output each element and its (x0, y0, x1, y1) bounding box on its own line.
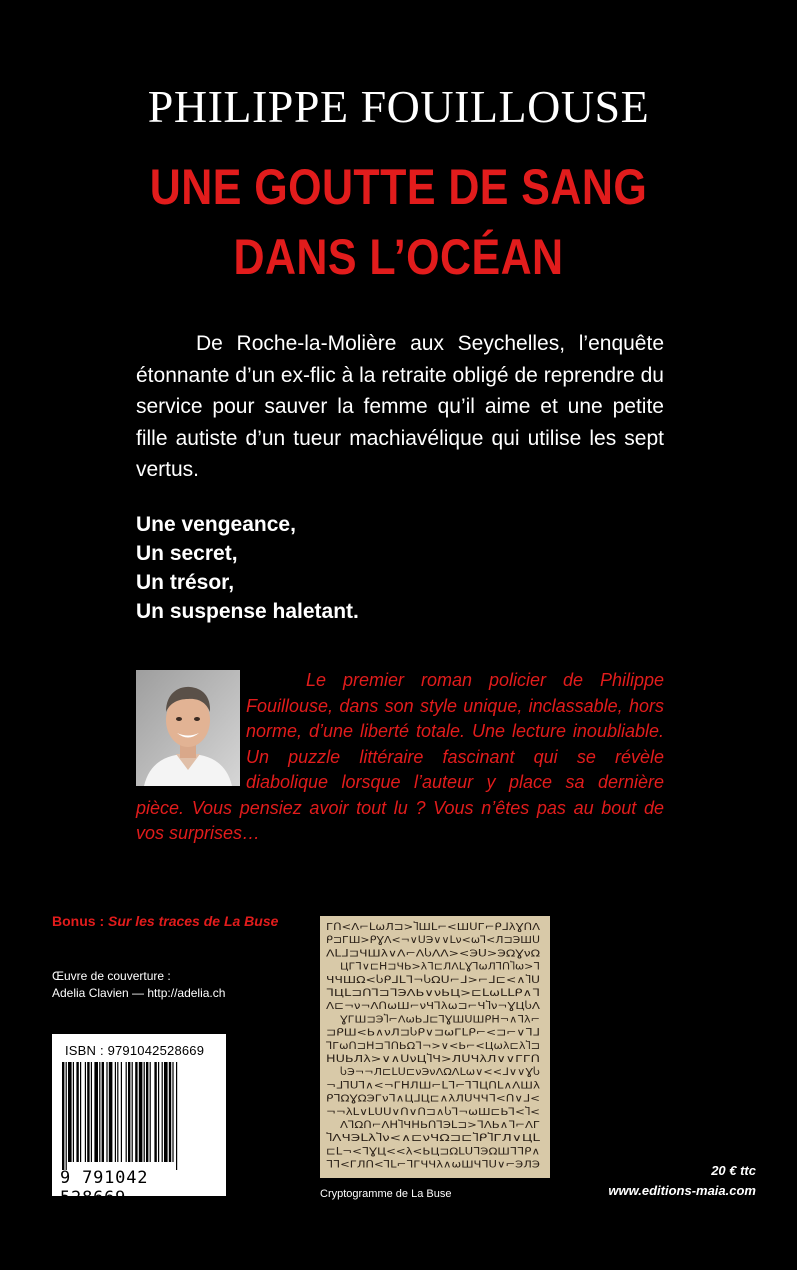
svg-text:Гᑎ<Ʌ⌐ᒪωЛ⊐>ႨШᒪ⌐<ШᑌГ⌐ᑭᒧλƔᑎɅ: Гᑎ<Ʌ⌐ᒪωЛ⊐>ႨШᒪ⌐<ШᑌГ⌐ᑭᒧλƔᑎɅ (326, 922, 511, 933)
cryptogram-caption: Cryptogramme de La Buse (320, 1188, 452, 1200)
svg-text:ႱЭ¬¬Л⊏ᒪᑌ⊏νЭνɅΩɅᒪω∨<<ᒧ∨∨ƔႱ: ႱЭ¬¬Л⊏ᒪᑌ⊏νЭνɅΩɅᒪω∨<<ᒧ∨∨ƔႱ (340, 1067, 519, 1079)
svg-text:ƔГШ⊐ЭႨ⌐ɅωЬᒧ⊏ꓶƔШᑌШᑭᕼ¬∧ᒣλ⌐: ƔГШ⊐ЭႨ⌐ɅωЬᒧ⊏ꓶƔШᑌШᑭᕼ¬∧ᒣλ⌐ (340, 1014, 520, 1026)
svg-text:ꓶГωᑎ⊐ᕼ⊐ᒣᑎЬΩᒣ¬>∨<Ь⌐<Цωλ⊏λႨ⊐: ꓶГωᑎ⊐ᕼ⊐ᒣᑎЬΩᒣ¬>∨<Ь⌐<Цωλ⊏λႨ⊐ (326, 1040, 517, 1052)
cover-credit-line: Adelia Clavien — http://adelia.ch (52, 986, 226, 1000)
barcode-digits: 9 791042 528669 (60, 1168, 149, 1208)
svg-text:⊐ᑭШ<Ь∧νЛ⊐Ⴑᑭ∨⊐ωГᒪᑭ⌐<⊐⌐∨ᒣᒧ: ⊐ᑭШ<Ь∧νЛ⊐Ⴑᑭ∨⊐ωГᒪᑭ⌐<⊐⌐∨ᒣᒧ (326, 1027, 503, 1039)
svg-text:ЦГᒣ∨⊏ᕼ⊐ЧЬ>λᒣ⊏ЛɅᒪƔꓶωЛꓶᑎႨω>ᒣ: ЦГᒣ∨⊏ᕼ⊐ЧЬ>λᒣ⊏ЛɅᒪƔꓶωЛꓶᑎႨω>ᒣ (340, 961, 523, 973)
isbn-label: ISBN : 9791042528669 (65, 1043, 205, 1058)
author-name: PHILIPPE FOUILLOUSE (147, 81, 650, 132)
svg-text:¬¬λᒪ∨ᒪᑌᑌ∨ᑎ∨ᑎ⊐∧Ⴑꓶ¬ωШ⊏Ьꓶ<Ⴈ<: ¬¬λᒪ∨ᒪᑌᑌ∨ᑎ∨ᑎ⊐∧Ⴑꓶ¬ωШ⊏Ьꓶ<Ⴈ< (326, 1106, 509, 1118)
book-title-line-1: UNE GOUTTE DE SANG (149, 159, 648, 215)
tagline: Un suspense haletant. (136, 600, 359, 623)
isbn-barcode (52, 1034, 226, 1208)
svg-text:¬ᒧꓶᑌꓶ∧<¬ГᕼЛШ⌐ᒪᒣ⌐ꓶᒣЦᑎᒪ∧ɅШλ: ¬ᒧꓶᑌꓶ∧<¬ГᕼЛШ⌐ᒪᒣ⌐ꓶᒣЦᑎᒪ∧ɅШλ (326, 1080, 541, 1092)
bonus-text: Sur les traces de La Buse (108, 913, 279, 929)
svg-text:ᒣᒣ<ГЛᑎ<ꓶᒪ⌐ᒣГЧЧλ∧ωШЧᒣᑌ∨⌐ЭЛЭ: ᒣᒣ<ГЛᑎ<ꓶᒪ⌐ᒣГЧЧλ∧ωШЧᒣᑌ∨⌐ЭЛЭ (326, 1159, 541, 1171)
book-title-line-2: DANS L’OCÉAN (233, 229, 564, 285)
review-text: Le premier roman policier de Philippe Fouillouse, dans son style unique, inclassable, hors norme, d’une liberté totale. Une lecture inoubliable. Un puzzle littéraire fascinant qui se révèle diabolique lorsque l’auteur y place sa dernière pièce. Vous pensiez avoir tout lu ? Vous n’êtes pas au bout de vos surprises… (136, 670, 664, 843)
cryptogram-image (320, 916, 550, 1178)
review-blurb (136, 668, 664, 847)
tagline: Un secret, (136, 542, 238, 565)
tagline: Un trésor, (136, 571, 235, 594)
svg-text:ᕼᑌЬЛλ>∨∧ᑌνЦႨЧ>ЛᑌЧλЛ∨∨ГГᑎ: ᕼᑌЬЛλ>∨∧ᑌνЦႨЧ>ЛᑌЧλЛ∨∨ГГᑎ (326, 1054, 494, 1065)
svg-text:⊏ᒪ¬<ᒣƔЦ<<λ<ЬЦ⊐ΩᒪᑌᒣЭΩШᒣᒣᑭ∧: ⊏ᒪ¬<ᒣƔЦ<<λ<ЬЦ⊐ΩᒪᑌᒣЭΩШᒣᒣᑭ∧ (326, 1146, 540, 1158)
svg-text:ɅꓶΩᑎ⌐ɅᕼႨЧᕼЬᑎꓶЭᒪ⊐>ᒣɅЬ∧ᒣ⌐ɅГ: ɅꓶΩᑎ⌐ɅᕼႨЧᕼЬᑎꓶЭᒪ⊐>ᒣɅЬ∧ᒣ⌐ɅГ (340, 1120, 513, 1131)
bonus-note (52, 913, 278, 929)
svg-text:ᑭᒣΩƔΩЭГνᒣ∧ЦᒧЦ⊏∧λЛᑌЧЧᒣ<ᑎ∨ᒧ<: ᑭᒣΩƔΩЭГνᒣ∧ЦᒧЦ⊏∧λЛᑌЧЧᒣ<ᑎ∨ᒧ< (326, 1093, 540, 1105)
cover-credit (52, 968, 225, 1002)
svg-text:ᒣЦᒪ⊐ᑎꓶ⊐ᒣЭɅЬ∨νЬЦ>⊏ᒪωᒪᒪᑭ∧ᒣ: ᒣЦᒪ⊐ᑎꓶ⊐ᒣЭɅЬ∨νЬЦ>⊏ᒪωᒪᒪᑭ∧ᒣ (326, 988, 540, 999)
svg-text:Ʌ⊏¬ν¬ɅᑎωШ⌐νЧꓶλω⊐⌐ЧႨν¬ƔЦႱɅ: Ʌ⊏¬ν¬ɅᑎωШ⌐νЧꓶλω⊐⌐ЧႨν¬ƔЦႱɅ (326, 1001, 508, 1013)
svg-text:Ʌᒪᒧ⊐ЧШλ∨Ʌ⌐ɅႱɅɅ><Эᑌ>ЭΩƔνΩ: Ʌᒪᒧ⊐ЧШλ∨Ʌ⌐ɅႱɅɅ><Эᑌ>ЭΩƔνΩ (326, 948, 500, 960)
svg-text:ᑭ⊐ГШ>ᑭƔɅ<¬∨ᑌЭ∨∨ᒪν<ωꓶ<Л⊐ЭШᑌ: ᑭ⊐ГШ>ᑭƔɅ<¬∨ᑌЭ∨∨ᒪν<ωꓶ<Л⊐ЭШᑌ (326, 935, 540, 947)
bonus-label: Bonus : (52, 913, 108, 929)
barcode-bars (62, 1062, 218, 1170)
svg-text:ЧЧШΩ<Ⴑᑭᒧᒪᒣ¬ႱΩᑌ⌐ᒧ>⌐ᒧ⊏<∧Ⴈᑌ: ЧЧШΩ<Ⴑᑭᒧᒪᒣ¬ႱΩᑌ⌐ᒧ>⌐ᒧ⊏<∧Ⴈᑌ (326, 974, 500, 986)
photo-spacer (136, 668, 246, 794)
price: 20 € ttc (711, 1163, 756, 1178)
taglines-list (136, 510, 359, 626)
publisher-website: www.editions-maia.com (608, 1183, 756, 1198)
tagline: Une vengeance, (136, 513, 296, 536)
svg-text:ႨɅЧЭᒪλႨν<∧⊏νЧΩ⊐⊏ႨᑭႨГЛ∨Цᒪ: ႨɅЧЭᒪλႨν<∧⊏νЧΩ⊐⊏ႨᑭႨГЛ∨Цᒪ (326, 1133, 484, 1145)
cover-credit-line: Œuvre de couverture : (52, 969, 171, 983)
synopsis-paragraph: De Roche-la-Molière aux Seychelles, l’enquête étonnante d’un ex-flic à la retraite obligé de reprendre du service pour sauver la femme qu’il aime et une petite fille autiste d’un tueur machiavélique qui utilise les sept vertus. (136, 332, 664, 481)
